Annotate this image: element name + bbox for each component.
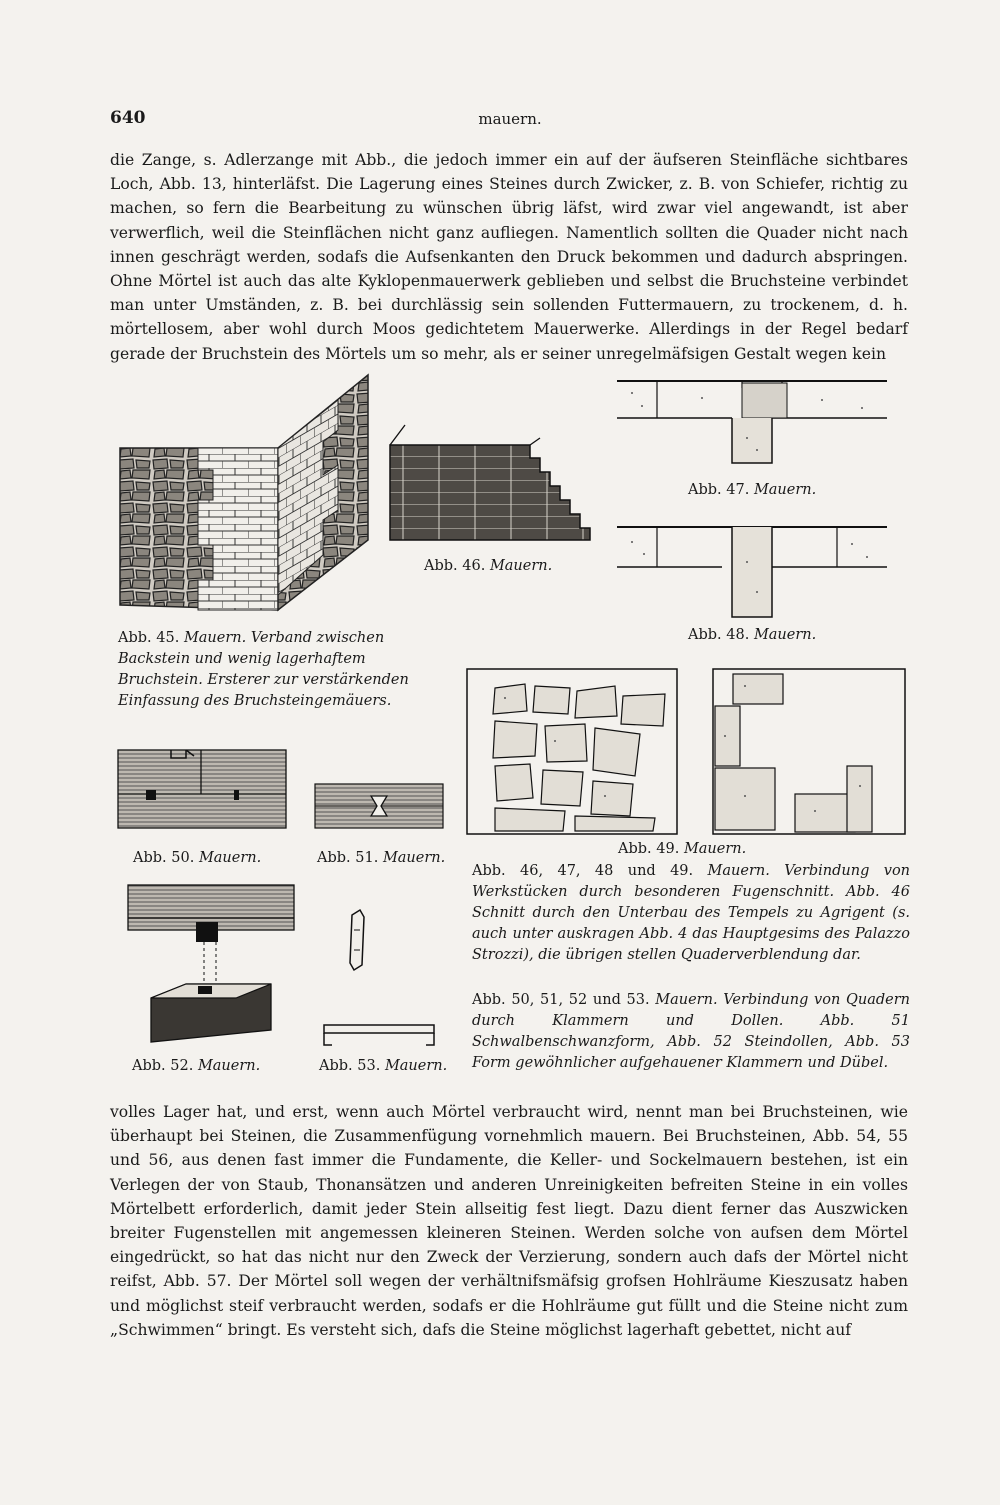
caption-label: Abb. 53.: [319, 1058, 381, 1074]
caption-label: Abb. 46.: [424, 558, 486, 574]
body-paragraph-top: die Zange, s. Adlerzange mit Abb., die jedoch immer ein auf der äufseren Steinfläche sichtbares Loch, Abb. 13, hinterläfst. Die Lagerung eines Steines durch Zwicker, z. B. von Schiefer, richtig zu machen, so fern die Bearbeitung zu wünschen übrig läfst, wird zwar viel angewandt, ist aber verwerflich, weil die Steinflächen nicht ganz aufliegen. Namentlich sollten die Quader nicht nach innen geschrägt werden, sodafs die Aufsenkanten den Druck bekommen und dadurch abspringen. Ohne Mörtel ist auch das alte Kyklopenmauerwerk geblieben und selbst die Bruchsteine verbindet man unter Umständen, z. B. bei durchlässig sein sollenden Futtermauern, zu trockenem, d. h. mörtellosem, aber wohl durch Moos gedichtetem Mauerwerke. Allerdings in der Regel bedarf gerade der Bruchstein des Mörtels um so mehr, als er seiner unregelmäfsigen Gestalt wegen kein: [110, 151, 908, 363]
caption-abb46: [424, 556, 552, 577]
caption-label: Abb. 51.: [317, 850, 379, 866]
caption-text: Mauern.: [753, 482, 817, 498]
page-header: [110, 108, 910, 132]
figure-abb50: [116, 748, 288, 830]
caption-text: Mauern.: [489, 558, 553, 574]
figure-abb48: [612, 522, 892, 622]
caption-abb50: [133, 848, 261, 869]
caption-abb46-49: [472, 861, 910, 966]
caption-label: Abb. 47.: [688, 482, 750, 498]
caption-text: Mauern. Verband zwischen Backstein und wenig lagerhaftem Bruchstein. Ersterer zur verstärkenden Einfassung des Bruchsteingemäuers.: [118, 630, 409, 709]
caption-text: Mauern.: [382, 850, 446, 866]
caption-abb49: [618, 839, 746, 860]
caption-text: Mauern.: [198, 850, 262, 866]
caption-label: Abb. 48.: [688, 627, 750, 643]
caption-text: Mauern.: [753, 627, 817, 643]
running-title: mauern.: [478, 110, 542, 128]
caption-abb45: [118, 628, 448, 712]
caption-abb51: [317, 848, 445, 869]
figure-abb45: [118, 370, 383, 615]
caption-text: Mauern.: [683, 841, 747, 857]
figure-abb46: [385, 420, 600, 560]
caption-label: Abb. 45.: [118, 630, 180, 646]
caption-abb53: [319, 1056, 447, 1077]
caption-text: Mauern.: [197, 1058, 261, 1074]
caption-abb52: [132, 1056, 260, 1077]
caption-label: Abb. 52.: [132, 1058, 194, 1074]
caption-text: Mauern. Verbindung von Quadern durch Klammern und Dollen. Abb. 51 Schwalbenschwanzform, Abb. 52 Steindollen, Abb. 53 Form gewöhnlicher aufgehauener Klammern und Dübel.: [472, 992, 910, 1071]
figure-abb47: [612, 378, 892, 468]
caption-text: Mauern.: [384, 1058, 448, 1074]
figure-abb51: [313, 782, 445, 830]
caption-label: Abb. 49.: [618, 841, 680, 857]
page-number: 640: [110, 108, 146, 128]
body-paragraph-bottom: volles Lager hat, und erst, wenn auch Mörtel verbraucht wird, nennt man bei Bruchsteinen, wie überhaupt bei Steinen, die Zusammenfügung vornehmlich mauern. Bei Bruchsteinen, Abb. 54, 55 und 56, aus denen fast immer die Fundamente, die Keller- und Sockelmauern bestehen, ist ein Verlegen der von Staub, Thonansätzen und anderen Unreinigkeiten befreiten Steine in ein volles Mörtelbett erforderlich, damit jeder Stein allseitig fest liegt. Dazu dient ferner das Auszwicken breiter Fugenstellen mit angemessen kleineren Steinen. Werden solche von aufsen dem Mörtel eingedrückt, so hat das nicht nur den Zweck der Verzierung, sondern auch dafs der Mörtel nicht reifst, Abb. 57. Der Mörtel soll wegen der verhältnifsmäfsig grofsen Hohlräume Kieszusatz haben und möglichst steif verbraucht werden, sodafs er die Hohlräume gut füllt und die Steine nicht zum „Schwimmen“ bringt. Es versteht sich, dafs die Steine möglichst lagerhaft gebettet, nicht auf: [110, 1103, 908, 1339]
figure-abb49: [465, 666, 915, 838]
caption-label: Abb. 50.: [133, 850, 195, 866]
caption-text: Mauern. Verbindung von Werkstücken durch besonderen Fugenschnitt. Abb. 46 Schnitt durch den Unterbau des Tempels zu Agrigent (s. auch unter auskragen Abb. 4 das Hauptgesims des Palazzo Strozzi), die übrigen stellen Quaderverblendung dar.: [472, 863, 911, 963]
caption-label: Abb. 50, 51, 52 und 53.: [472, 992, 650, 1008]
caption-abb47: [688, 480, 816, 501]
figure-abb53: [312, 905, 452, 1055]
caption-label: Abb. 46, 47, 48 und 49.: [472, 863, 694, 879]
caption-abb48: [688, 625, 816, 646]
figure-abb52: [126, 880, 296, 1050]
caption-abb50-53: [472, 990, 910, 1074]
